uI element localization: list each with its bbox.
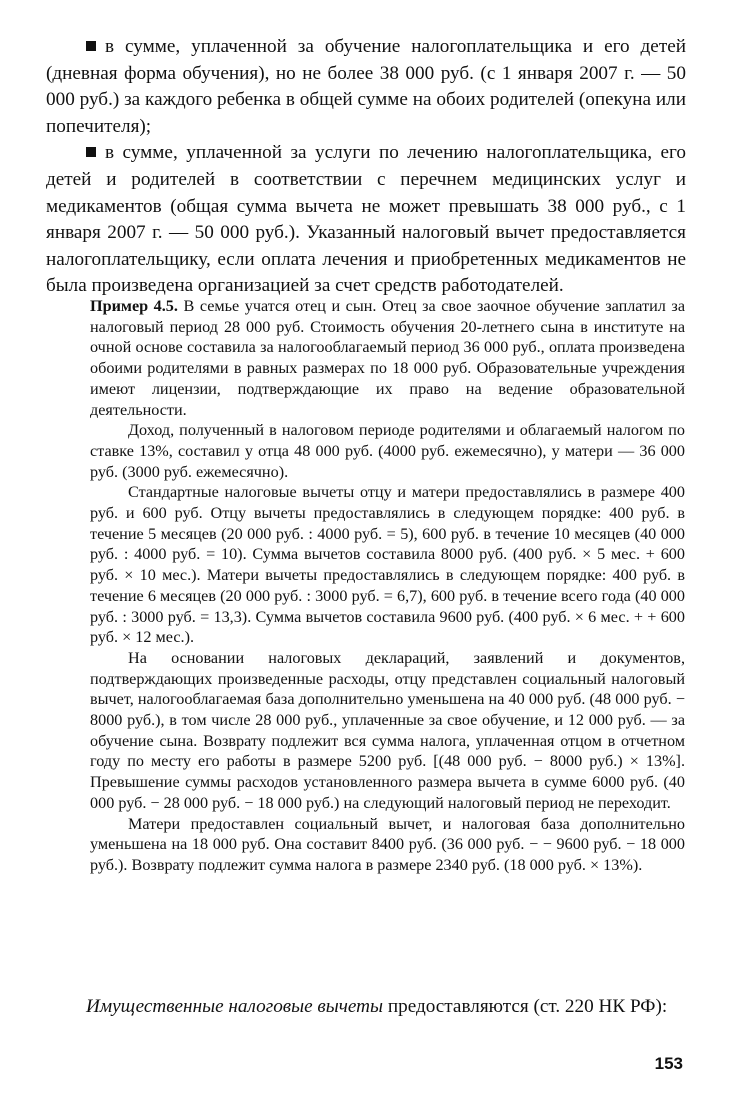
example-paragraph-1: Пример 4.5. В семье учатся отец и сын. Отец за свое заочное обучение заплатил за налоговый период 28 000 руб. Стоимость обучения 20-летнего сына в институте на очной основе составила за налогооблагаемый период 36 000 руб., оплата произведена обоими родителями в равных размерах по 18 000 руб. Образовательные учреждения имеют лицензии, подтверждающие их право на ведение образовательной деятельности. [90,297,685,419]
page-number: 153 [654,1054,683,1073]
example-paragraph-4: На основании налоговых деклараций, заявлений и документов, подтверждающих произведенные расходы, отцу представлен социальный налоговый вычет, налогооблагаемая база дополнительно уменьшена на 40 000 руб. (48 000 руб. − 8000 руб.), в том числе 28 000 руб., уплаченные за свое обучение, и 12 000 руб. — за обучение сына. Возврату подлежит вся сумма налога, уплаченная отцом в отчетном году по месту его работы в размере 5200 руб. [(48 000 руб. − 8000 руб.) × 13%]. Превышение суммы расходов установленного размера вычета в сумме 6000 руб. (40 000 руб. − 28 000 руб. − 18 000 руб.) на следующий налоговый период не переходит. [90,648,685,812]
example-paragraph-5: Матери предоставлен социальный вычет, и налоговая база дополнительно уменьшена на 18 000 руб. Она составит 8400 руб. (36 000 руб. − − 9600 руб. − 18 000 руб.). Возврату подлежит сумма налога в размере 2340 руб. (18 000 руб. × 13%). [90,814,685,874]
list-item-medical: в сумме, уплаченной за услуги по лечению налогоплательщика, его детей и родителей в соответствии с перечнем медицинских услуг и медикаментов (общая сумма вычета не может превышать 38 000 руб., с 1 января 2007 г. — 50 000 руб.). Указанный налоговый вычет предоставляется налогоплательщику, если оплата лечения и приобретенных медикаментов не была произведена организацией за счет средств работодателей. [46,142,686,297]
bullet-square-icon [86,41,96,51]
closing-paragraph: Имущественные налоговые вычеты предоставляются (ст. 220 НК РФ): [86,996,668,1017]
example-paragraph-3: Стандартные налоговые вычеты отцу и матери предоставлялись в размере 400 руб. и 600 руб. Отцу вычеты предоставлялись в следующем порядке: 400 руб. в течение 5 месяцев (20 000 руб. : 4000 руб. = 5), 600 руб. в течение 10 месяцев (40 000 руб. : 4000 руб. = 10). Сумма вычетов составила 8000 руб. (400 руб. × 5 мес. + 600 руб. × 10 мес.). Матери вычеты предоставлялись в следующем порядке: 400 руб. в течение 6 месяцев (20 000 руб. : 3000 руб. = 6,7), 600 руб. в течение всего года (40 000 руб. : 3000 руб. = 13,3). Сумма вычетов составила 9600 руб. (400 руб. × 6 мес. + + 600 руб. × 12 мес.). [90,483,685,647]
example-block [90,296,685,876]
example-paragraph-2: Доход, полученный в налоговом периоде родителями и облагаемый налогом по ставке 13%, составил у отца 48 000 руб. (4000 руб. ежемесячно), у матери — 36 000 руб. (3000 руб. ежемесячно). [90,421,685,481]
example-label: Пример 4.5. [90,297,178,315]
bullet-square-icon [86,147,96,157]
list-item-education: в сумме, уплаченной за обучение налогоплательщика и его детей (дневная форма обучения), но не более 38 000 руб. (с 1 января 2007 г. — 50 000 руб.) за каждого ребенка в общей сумме на обоих родителей (опекуна или попечителя); [46,36,686,137]
property-deductions-term: Имущественные налоговые вычеты [86,996,384,1017]
deduction-list [46,34,686,300]
